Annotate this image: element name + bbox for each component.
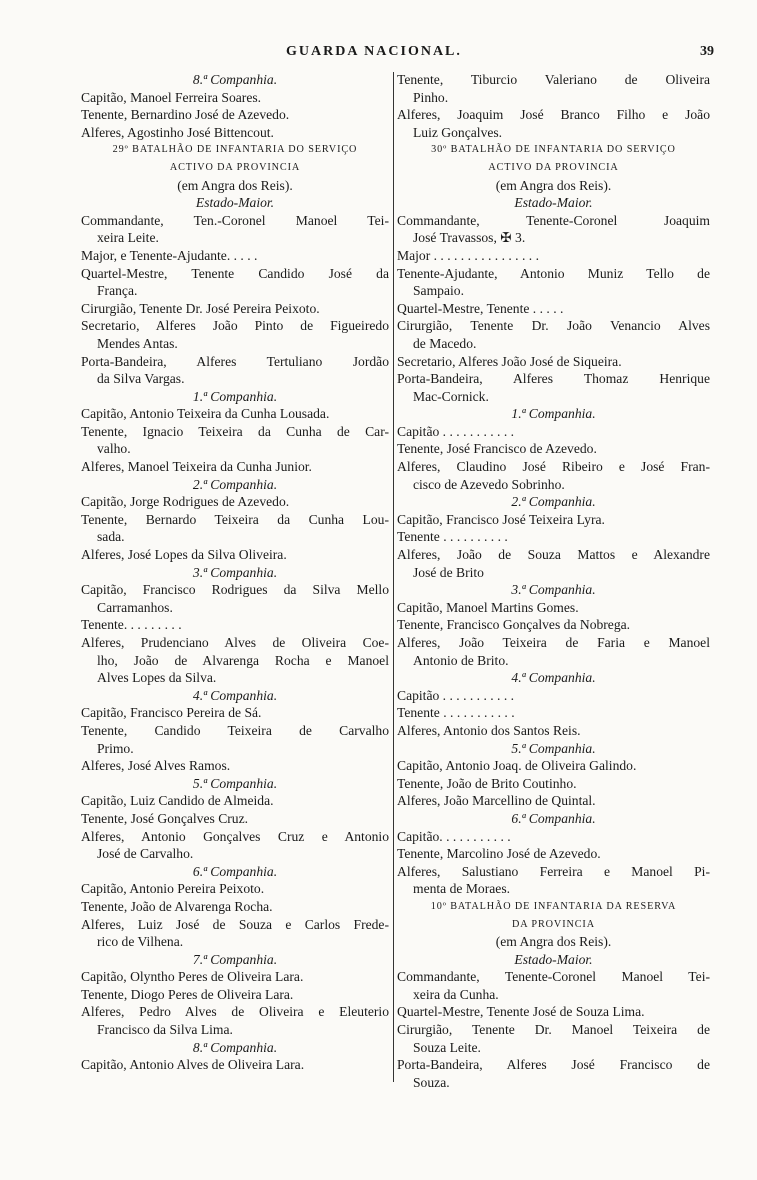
text-line: Francisco da Silva Lima.	[97, 1022, 233, 1038]
text-line: Capitão, Francisco Pereira de Sá.	[81, 705, 262, 721]
text-line: Porta-Bandeira, Alferes José Francisco de	[397, 1057, 710, 1073]
text-line: Alferes, Joaquim José Branco Filho e João	[397, 107, 710, 123]
page-number: 39	[700, 44, 714, 59]
section-subheading: 8.ª Companhia.	[192, 72, 278, 87]
text-line: Alferes, José Alves Ramos.	[81, 758, 231, 774]
page-header	[0, 40, 757, 64]
text-line: sada.	[97, 529, 125, 545]
text-line: Mac-Cornick.	[413, 388, 489, 404]
running-title: GUARDA NACIONAL.	[286, 44, 462, 59]
text-line: Capitão, Jorge Rodrigues de Azevedo.	[81, 494, 290, 510]
text-line: Capitão, Antonio Joaq. de Oliveira Galindo.	[397, 758, 637, 774]
text-line: lho, João de Alvarenga Rocha e Manoel	[97, 652, 389, 668]
text-line: rico de Vilhena.	[97, 934, 184, 950]
battalion-heading: 10º BATALHÃO DE INFANTARIA DA RESERVA	[430, 900, 677, 912]
text-line: Carramanhos.	[97, 599, 173, 615]
location-line: (em Angra dos Reis).	[177, 177, 293, 193]
text-line: Tenente, João de Brito Coutinho.	[397, 775, 577, 791]
text-line: Porta-Bandeira, Alferes Thomaz Henrique	[397, 371, 710, 387]
text-line: José Travassos, ✠ 3.	[413, 230, 526, 246]
text-line: Alves Lopes da Silva.	[97, 670, 217, 686]
text-line: da Silva Vargas.	[97, 371, 185, 387]
text-line: Tenente, José Gonçalves Cruz.	[81, 810, 249, 826]
text-line: Major . . . . . . . . . . . . . . . .	[397, 247, 539, 263]
section-subheading: 6.ª Companhia.	[511, 810, 596, 826]
section-subheading: 4.ª Companhia.	[192, 687, 278, 703]
location-line: (em Angra dos Reis).	[495, 934, 612, 950]
text-line: Antonio de Brito.	[413, 652, 509, 668]
text-line: Alferes, Luiz José de Souza e Carlos Frede-	[81, 916, 389, 932]
right-column	[397, 71, 710, 1091]
text-line: Tenente . . . . . . . . . .	[397, 529, 508, 545]
battalion-heading: ACTIVO DA PROVINCIA	[488, 161, 619, 173]
text-line: valho.	[97, 441, 131, 457]
text-line: Capitão, Luiz Candido de Almeida.	[81, 793, 274, 809]
text-line: Tenente, Ignacio Teixeira da Cunha de Car-	[81, 423, 389, 439]
text-line: cisco de Azevedo Sobrinho.	[413, 476, 565, 492]
text-line: Capitão . . . . . . . . . . .	[397, 423, 515, 439]
text-line: Quartel-Mestre, Tenente . . . . .	[397, 300, 564, 316]
text-line: Capitão, Olyntho Peres de Oliveira Lara.	[81, 969, 304, 985]
text-line: Commandante, Tenente-Coronel Joaquim	[397, 212, 710, 228]
text-line: Tenente, José Francisco de Azevedo.	[397, 441, 597, 457]
section-subheading: 7.ª Companhia.	[192, 951, 278, 967]
text-line: Cirurgião, Tenente Dr. José Pereira Peixoto.	[81, 300, 320, 316]
battalion-heading: 29º BATALHÃO DE INFANTARIA DO SERVIÇO	[112, 144, 358, 156]
battalion-heading: DA PROVINCIA	[512, 918, 595, 930]
section-subheading: 1.ª Companhia.	[511, 406, 596, 422]
text-line: Tenente, João de Alvarenga Rocha.	[81, 898, 273, 914]
section-subheading: 5.ª Companhia.	[192, 775, 278, 791]
text-line: José de Carvalho.	[97, 846, 194, 862]
text-line: Alferes, Prudenciano Alves de Oliveira Coe-	[81, 635, 389, 650]
text-line: França.	[97, 283, 138, 299]
text-line: Capitão, Manoel Martins Gomes.	[397, 599, 579, 615]
text-line: Alferes, José Lopes da Silva Oliveira.	[81, 547, 287, 563]
text-line: Alferes, Antonio dos Santos Reis.	[397, 722, 581, 738]
text-line: menta de Moraes.	[413, 881, 511, 897]
text-line: Capitão, Francisco Rodrigues da Silva Mello	[81, 582, 389, 598]
text-line: Quartel-Mestre, Tenente José de Souza Lima.	[397, 1004, 645, 1020]
text-line: Commandante, Tenente-Coronel Manoel Tei-	[397, 969, 710, 985]
left-column	[81, 71, 389, 1074]
text-line: Cirurgião, Tenente Dr. Manoel Teixeira de	[397, 1022, 710, 1038]
text-line: Tenente, Bernardo Teixeira da Cunha Lou-	[81, 511, 389, 527]
text-line: Alferes, Pedro Alves de Oliveira e Eleuterio	[81, 1004, 389, 1020]
text-line: Quartel-Mestre, Tenente Candido José da	[81, 265, 389, 281]
battalion-heading: ACTIVO DA PROVINCIA	[169, 161, 301, 173]
section-subheading: 2.ª Companhia.	[192, 476, 278, 492]
text-line: Tenente, Candido Teixeira de Carvalho	[81, 722, 389, 738]
battalion-heading: 30º BATALHÃO DE INFANTARIA DO SERVIÇO	[431, 144, 676, 156]
location-line: (em Angra dos Reis).	[495, 177, 612, 193]
text-line: Capitão, Antonio Pereira Peixoto.	[81, 881, 265, 897]
text-line: Capitão, Antonio Alves de Oliveira Lara.	[81, 1057, 305, 1073]
text-line: Alferes, João de Souza Mattos e Alexandre	[397, 547, 710, 563]
text-line: Capitão. . . . . . . . . . .	[397, 828, 511, 844]
section-subheading: 3.ª Companhia.	[511, 582, 596, 598]
text-line: Tenente, Tiburcio Valeriano de Oliveira	[397, 72, 710, 87]
text-line: Porta-Bandeira, Alferes Tertuliano Jordão	[81, 353, 389, 369]
text-line: xeira da Cunha.	[413, 986, 499, 1002]
text-line: Secretario, Alferes João José de Siqueira.	[397, 353, 622, 369]
text-line: Capitão, Manoel Ferreira Soares.	[81, 89, 262, 105]
section-subheading: Estado-Maior.	[195, 195, 275, 211]
text-line: Alferes, Salustiano Ferreira e Manoel Pi-	[397, 863, 710, 879]
text-line: Capitão . . . . . . . . . . .	[397, 687, 515, 703]
text-line: Tenente, Marcolino José de Azevedo.	[397, 846, 601, 862]
section-subheading: 6.ª Companhia.	[192, 863, 278, 879]
text-line: Tenente. . . . . . . . .	[81, 617, 182, 633]
text-line: de Macedo.	[413, 335, 477, 351]
text-line: Alferes, Antonio Gonçalves Cruz e Antonio	[81, 828, 389, 844]
text-line: Alferes, Claudino José Ribeiro e José Fran-	[397, 459, 710, 475]
text-line: Commandante, Ten.-Coronel Manoel Tei-	[81, 212, 389, 228]
section-subheading: 1.ª Companhia.	[192, 388, 278, 404]
text-line: Luiz Gonçalves.	[413, 124, 503, 140]
text-line: Souza.	[413, 1074, 450, 1090]
text-line: xeira Leite.	[97, 230, 159, 246]
text-line: Pinho.	[413, 89, 449, 105]
section-subheading: 2.ª Companhia.	[511, 494, 596, 510]
text-line: José de Brito	[413, 564, 484, 580]
text-line: Alferes, João Marcellino de Quintal.	[397, 793, 596, 809]
text-line: Capitão, Antonio Teixeira da Cunha Lousada.	[81, 406, 330, 422]
text-line: Tenente . . . . . . . . . . .	[397, 705, 515, 721]
section-subheading: 5.ª Companhia.	[511, 740, 596, 756]
text-line: Major, e Tenente-Ajudante. . . . .	[81, 247, 258, 263]
text-line: Cirurgião, Tenente Dr. João Venancio Alves	[397, 318, 710, 334]
section-subheading: Estado-Maior.	[514, 951, 593, 967]
text-line: Sampaio.	[413, 283, 464, 299]
section-subheading: Estado-Maior.	[514, 195, 593, 211]
text-line: Souza Leite.	[413, 1039, 481, 1055]
column-divider	[393, 72, 394, 1082]
text-line: Primo.	[97, 740, 134, 756]
text-line: Secretario, Alferes João Pinto de Figueiredo	[81, 318, 389, 334]
text-line: Alferes, Agostinho José Bittencout.	[81, 124, 274, 140]
section-subheading: 4.ª Companhia.	[511, 670, 596, 686]
text-line: Tenente-Ajudante, Antonio Muniz Tello de	[397, 265, 710, 281]
text-line: Mendes Antas.	[97, 335, 178, 351]
text-line: Alferes, João Teixeira de Faria e Manoel	[397, 635, 710, 650]
text-line: Capitão, Francisco José Teixeira Lyra.	[397, 511, 605, 527]
text-line: Alferes, Manoel Teixeira da Cunha Junior.	[81, 459, 312, 475]
text-line: Tenente, Bernardino José de Azevedo.	[81, 107, 290, 123]
text-line: Tenente, Diogo Peres de Oliveira Lara.	[81, 986, 294, 1002]
section-subheading: 3.ª Companhia.	[192, 564, 278, 580]
section-subheading: 8.ª Companhia.	[192, 1039, 278, 1055]
text-line: Tenente, Francisco Gonçalves da Nobrega.	[397, 617, 631, 633]
